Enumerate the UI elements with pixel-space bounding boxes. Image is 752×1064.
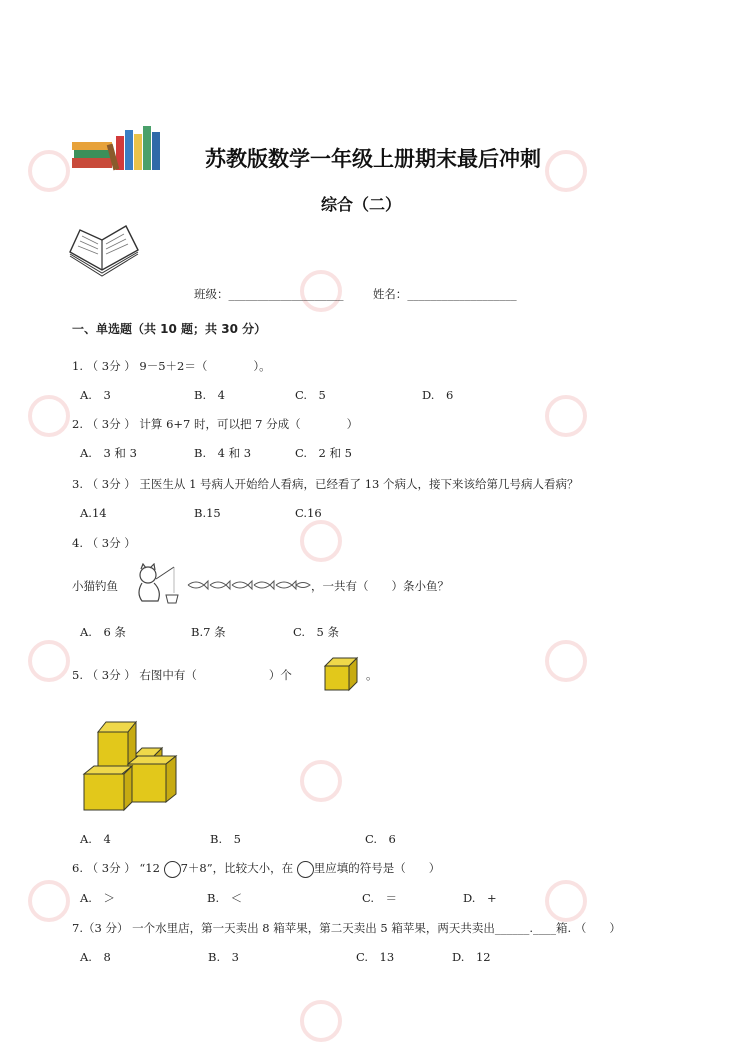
q6-option-c[interactable]: C. ＝ — [362, 891, 398, 905]
q7-option-d[interactable]: D. 12 — [452, 950, 491, 964]
q6-text-start: 6. （ 3分 ） “12 — [72, 861, 160, 875]
q4-question-text: ，一共有（ ）条小鱼？ — [311, 579, 449, 593]
q1-option-d[interactable]: D. 6 — [422, 388, 454, 402]
question-2: 2. （ 3分 ） 计算 6+7 时，可以把 7 分成（ ） — [72, 417, 359, 431]
q4-option-b[interactable]: B.7 条 — [191, 625, 226, 639]
q7-option-a[interactable]: A. 8 — [80, 950, 111, 964]
q6-text-end: 里应填的符号是（ ） — [313, 861, 441, 875]
q5-option-c[interactable]: C. 6 — [365, 832, 396, 846]
q5-text-start: 5. （ 3分 ） 右图中有（ — [72, 668, 197, 682]
q6-option-a[interactable]: A. ＞ — [80, 891, 115, 905]
compare-circle-icon — [164, 861, 181, 878]
question-4: 4. （ 3分 ） — [72, 536, 136, 550]
q6-text-mid: 7＋8”，比较大小，在 — [180, 861, 294, 875]
open-book-icon — [66, 222, 142, 278]
question-3: 3. （ 3分 ） 王医生从 1 号病人开始给人看病，已经看了 13 个病人，接下来该给第几号病人看病？ — [72, 477, 579, 491]
cat-fishing-icon — [130, 563, 315, 605]
q4-option-a[interactable]: A. 6 条 — [80, 625, 126, 639]
single-cube-icon — [323, 656, 359, 692]
question-7: 7.（3 分） 一个水里店，第一天卖出 8 箱苹果，第二天卖出 5 箱苹果，两天共卖出______.____箱. （ ） — [72, 921, 621, 935]
page-subtitle: 综合（二） — [321, 195, 402, 214]
q3-option-a[interactable]: A.14 — [80, 506, 107, 520]
class-field[interactable]: ____________________ — [228, 287, 344, 301]
name-label: 姓名： — [372, 287, 408, 301]
blank-circle-icon — [297, 861, 314, 878]
q2-option-b[interactable]: B. 4 和 3 — [194, 446, 252, 460]
q4-label: 小猫钓鱼 — [72, 579, 118, 593]
q7-option-c[interactable]: C. 13 — [356, 950, 395, 964]
question-6 — [72, 860, 440, 878]
q3-option-c[interactable]: C.16 — [295, 506, 322, 520]
q1-option-a[interactable]: A. 3 — [80, 388, 111, 402]
q3-option-b[interactable]: B.15 — [194, 506, 221, 520]
name-field[interactable]: ___________________ — [407, 287, 517, 301]
q1-option-c[interactable]: C. 5 — [295, 388, 326, 402]
section-heading: 一、单选题（共 10 题；共 30 分） — [72, 322, 267, 336]
q6-option-d[interactable]: D. + — [463, 891, 497, 905]
stacked-cubes-figure — [82, 718, 178, 812]
q5-option-b[interactable]: B. 5 — [210, 832, 241, 846]
class-label: 班级： — [194, 287, 229, 301]
q1-option-b[interactable]: B. 4 — [194, 388, 225, 402]
q6-option-b[interactable]: B. ＜ — [207, 891, 243, 905]
q2-option-c[interactable]: C. 2 和 5 — [295, 446, 352, 460]
books-icon — [72, 124, 168, 172]
question-5 — [72, 667, 292, 683]
question-1: 1. （ 3分 ） 9－5＋2＝（ ）。 — [72, 359, 271, 373]
q7-option-b[interactable]: B. 3 — [208, 950, 239, 964]
q5-option-a[interactable]: A. 4 — [80, 832, 111, 846]
q5-text-end: 。 — [366, 668, 378, 682]
q5-text-mid: ）个 — [268, 668, 292, 682]
class-name-row — [194, 286, 517, 302]
page-title: 苏教版数学一年级上册期末最后冲刺 — [205, 147, 541, 171]
q4-option-c[interactable]: C. 5 条 — [293, 625, 340, 639]
q2-option-a[interactable]: A. 3 和 3 — [80, 446, 137, 460]
